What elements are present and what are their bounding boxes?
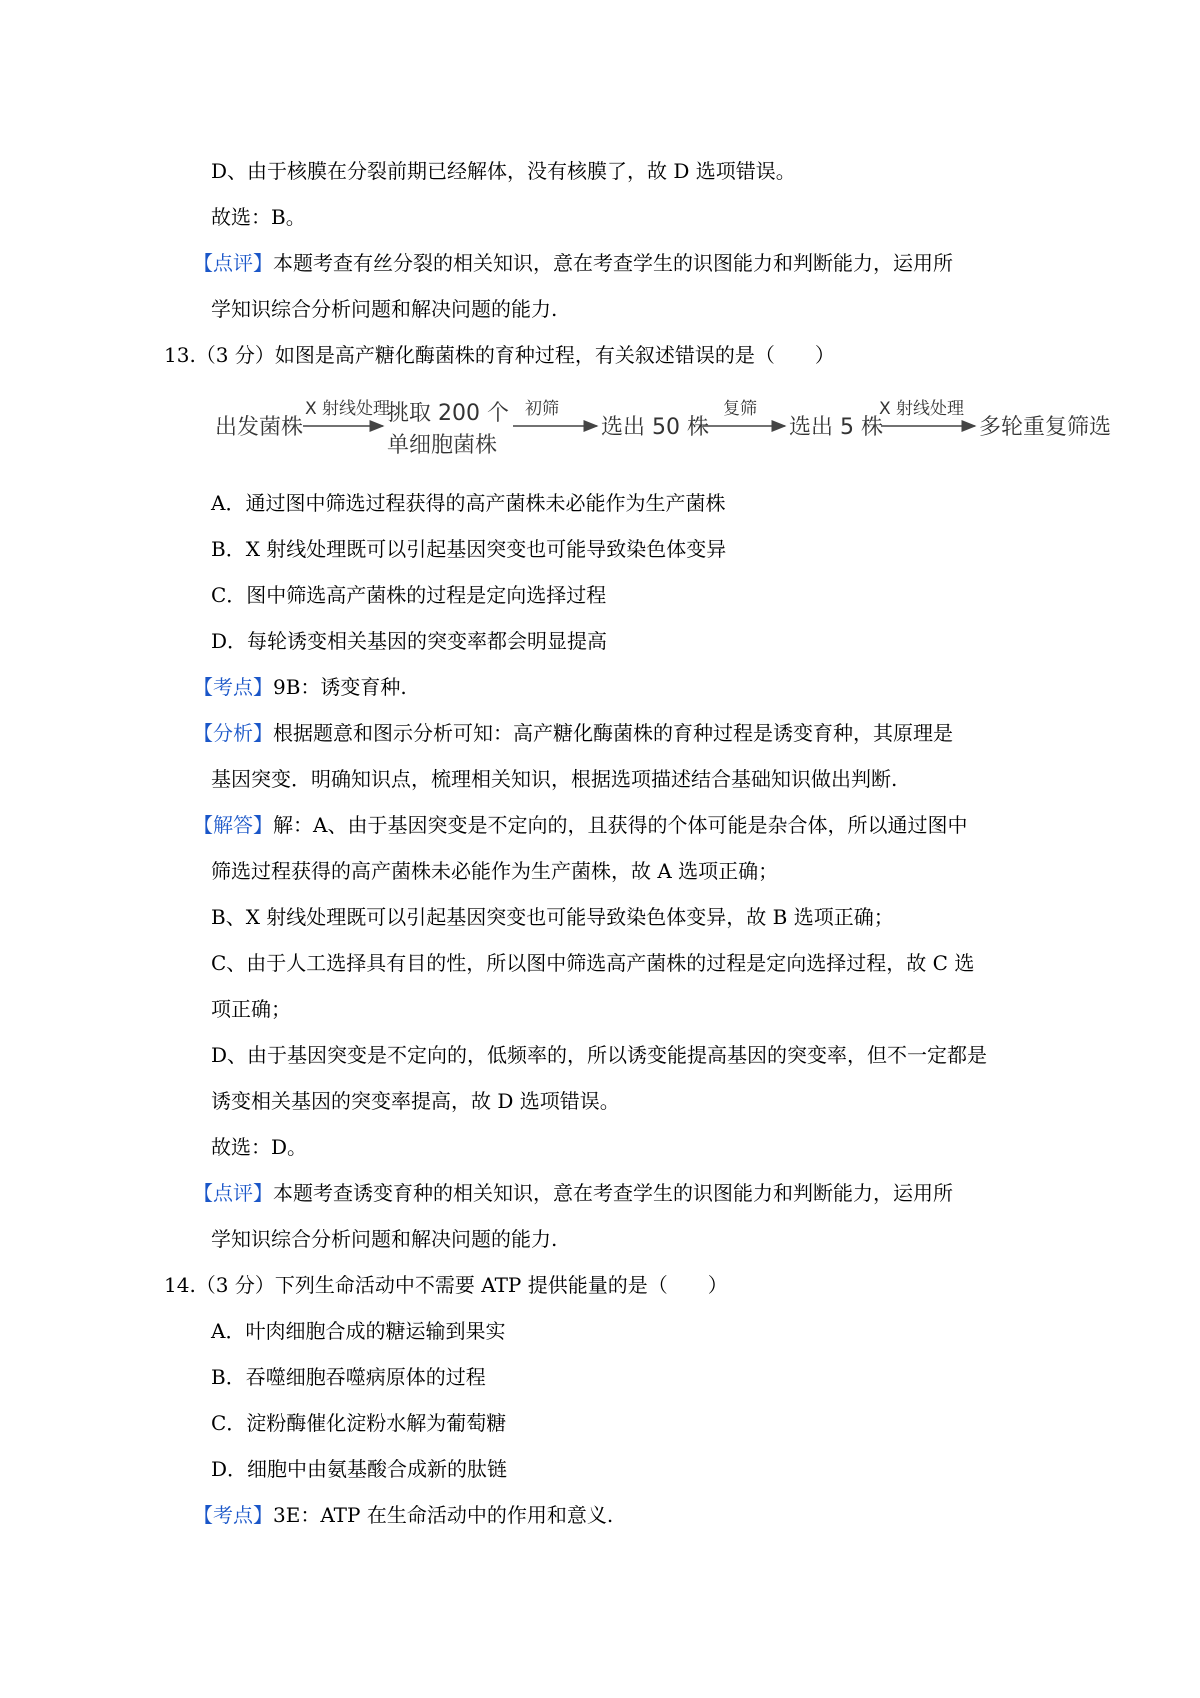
- jieda-line-5: 项正确；: [211, 997, 291, 1021]
- comment-tag: 【点评】: [193, 251, 273, 275]
- q13-jieda: [193, 815, 967, 835]
- q13-option-a: A．通过图中筛选过程获得的高产菌株未必能作为生产菌株: [211, 491, 726, 515]
- kaodian-text: 9B：诱变育种.: [273, 675, 407, 699]
- answer-line-d: D、由于核膜在分裂前期已经解体，没有核膜了，故 D 选项错误。: [211, 159, 796, 183]
- flow-arrow-4-label: X 射线处理: [879, 399, 965, 419]
- pingjia-tag: 【点评】: [193, 1181, 273, 1205]
- fenxi-tag: 【分析】: [193, 721, 273, 745]
- kaodian-tag: 【考点】: [193, 675, 273, 699]
- q13-option-c: C．图中筛选高产菌株的过程是定向选择过程: [211, 583, 607, 607]
- q13-fenxi: [193, 723, 953, 743]
- pingjia-text-cont: 学知识综合分析问题和解决问题的能力.: [211, 1227, 558, 1251]
- pingjia-text: 本题考查诱变育种的相关知识，意在考查学生的识图能力和判断能力，运用所: [273, 1181, 953, 1205]
- question-13-stem: 13.（3 分）如图是高产糖化酶菌株的育种过程，有关叙述错误的是（ ）: [164, 343, 835, 367]
- flow-node-3: 选出 50 株: [601, 415, 709, 440]
- q14-option-c: C．淀粉酶催化淀粉水解为葡萄糖: [211, 1411, 507, 1435]
- flow-arrow-2-label: 初筛: [525, 399, 559, 419]
- comment-text-cont: 学知识综合分析问题和解决问题的能力.: [211, 297, 558, 321]
- jieda-line-3: B、X 射线处理既可以引起基因突变也可能导致染色体变异，故 B 选项正确；: [211, 905, 894, 929]
- jieda-text: 解：A、由于基因突变是不定向的，且获得的个体可能是杂合体，所以通过图中: [273, 813, 968, 837]
- jieda-line-6: D、由于基因突变是不定向的，低频率的，所以诱变能提高基因的突变率，但不一定都是: [211, 1043, 988, 1067]
- flow-node-2-line2: 单细胞菌株: [387, 433, 498, 458]
- fenxi-text-cont: 基因突变．明确知识点，梳理相关知识，根据选项描述结合基础知识做出判断.: [211, 767, 898, 791]
- jieda-line-2: 筛选过程获得的高产菌株未必能作为生产菌株，故 A 选项正确；: [211, 859, 779, 883]
- q14-option-a: A．叶肉细胞合成的糖运输到果实: [211, 1319, 506, 1343]
- flow-arrow-3-label: 复筛: [723, 399, 757, 419]
- flow-node-end: 多轮重复筛选: [979, 415, 1112, 440]
- comment-text: 本题考查有丝分裂的相关知识，意在考查学生的识图能力和判断能力，运用所: [273, 251, 953, 275]
- q14-kaodian: [193, 1505, 613, 1525]
- jieda-line-4: C、由于人工选择具有目的性，所以图中筛选高产菌株的过程是定向选择过程，故 C 选: [211, 951, 975, 975]
- q14-option-b: B．吞噬细胞吞噬病原体的过程: [211, 1365, 486, 1389]
- q13-pingjia: [193, 1183, 953, 1203]
- flow-node-start: 出发菌株: [215, 415, 304, 440]
- answer-choice: 故选：B。: [211, 205, 306, 229]
- breeding-flow-diagram: [215, 396, 1185, 468]
- q14-option-d: D．细胞中由氨基酸合成新的肽链: [211, 1457, 508, 1481]
- question-14-stem: 14.（3 分）下列生命活动中不需要 ATP 提供能量的是（ ）: [164, 1273, 728, 1297]
- q13-option-d: D．每轮诱变相关基因的突变率都会明显提高: [211, 629, 608, 653]
- q13-option-b: B．X 射线处理既可以引起基因突变也可能导致染色体变异: [211, 537, 727, 561]
- q13-kaodian: [193, 677, 407, 697]
- q14-kaodian-tag: 【考点】: [193, 1503, 273, 1527]
- jieda-line-7: 诱变相关基因的突变率提高，故 D 选项错误。: [211, 1089, 620, 1113]
- flow-arrow-1-label: X 射线处理: [305, 399, 391, 419]
- flow-node-2-line1: 挑取 200 个: [387, 401, 509, 426]
- comment-block: [193, 253, 953, 273]
- jieda-tag: 【解答】: [193, 813, 273, 837]
- flow-node-4: 选出 5 株: [789, 415, 883, 440]
- q13-answer: 故选：D。: [211, 1135, 308, 1159]
- q14-kaodian-text: 3E：ATP 在生命活动中的作用和意义.: [273, 1503, 614, 1527]
- fenxi-text: 根据题意和图示分析可知：高产糖化酶菌株的育种过程是诱变育种，其原理是: [273, 721, 953, 745]
